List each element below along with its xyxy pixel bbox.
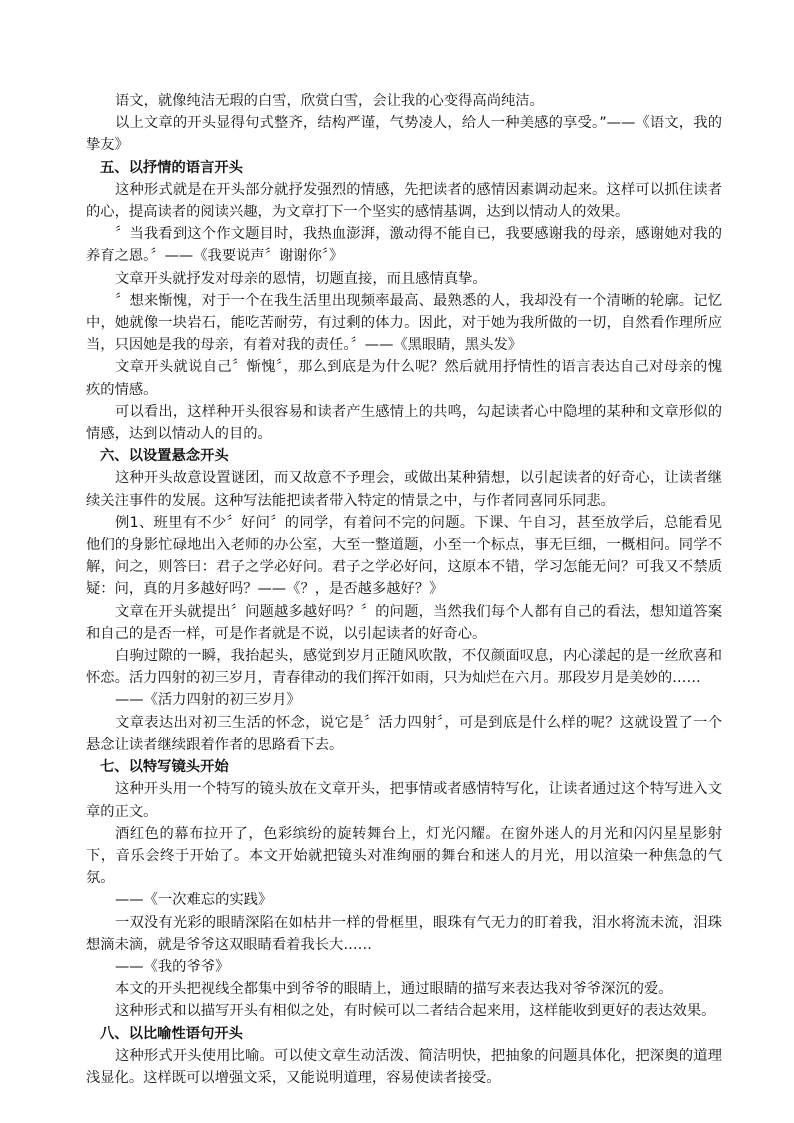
paragraph: 文章在开头就提出〞问题越多越好吗？〞的问题，当然我们每个人都有自己的看法，想知道答案和自己的是否一样，可是作者就是不说，以引起读者的好奇心。 <box>86 603 722 642</box>
paragraph: 这种开头用一个特写的镜头放在文章开头，把事情或者感情特写化，让读者通过这个特写进入文章的正文。 <box>86 781 722 820</box>
section-heading: 六、以设置悬念开头 <box>100 448 229 465</box>
paragraph: 文章表达出对初三生活的怀念，说它是〞活力四射〞，可是到底是什么样的呢？这就设置了一个悬念让读者继续跟着作者的思路看下去。 <box>86 714 722 753</box>
paragraph: 这种形式开头使用比喻。可以使文章生动活泼、简洁明快，把抽象的问题具体化，把深奥的道理浅显化。这样既可以增强文采，又能说明道理，容易使读者接受。 <box>86 1047 722 1086</box>
paragraph: 这种形式和以描写开头有相似之处，有时候可以二者结合起来用，这样能收到更好的表达效果。 <box>115 1003 716 1020</box>
paragraph: 例1、班里有不少〞好问〞的同学，有着问不完的问题。下课、午自习，甚至放学后，总能看见他们的身影忙碌地出入老师的办公室，大至一整道题，小至一个标点，事无巨细，一概相问。同学不解，问之，则答曰：君子之学必好问。君子之学必好问，这原本不错，学习怎能无问？可我又不禁质疑：问，真的月多越好吗？——《？，是否越多越好？》 <box>86 514 722 598</box>
paragraph: 文章开头就抒发对母亲的恩情，切题直接，而且感情真挚。 <box>115 270 487 287</box>
paragraph: 本文的开头把视线全都集中到爷爷的眼睛上，通过眼睛的描写来表达我对爷爷深沉的爱。 <box>115 981 673 998</box>
paragraph: 〞想来惭愧，对于一个在我生活里出现频率最高、最熟悉的人，我却没有一个清晰的轮廓。记忆中，她就像一块岩石，能吃苦耐劳，有过剩的体力。因此，对于她为我所做的一切，自然看作理所应当，只因她是我的母亲，有着对我的责任。〞——《黑眼睛，黑头发》 <box>86 292 722 354</box>
paragraph: 一双没有光彩的眼睛深陷在如枯井一样的骨框里，眼珠有气无力的盯着我，泪水将流未流，泪珠想滴未滴，就是爷爷这双眼睛看着我长大…… <box>86 914 722 953</box>
paragraph: 语文，就像纯洁无瑕的白雪，欣赏白雪，会让我的心变得高尚纯洁。 <box>115 93 544 109</box>
paragraph: 〞当我看到这个作文题目时，我热血澎湃，激动得不能自已，我要感谢我的母亲，感谢她对我的养育之恩。〞——《我要说声〞谢谢你〞》 <box>86 226 722 265</box>
section-heading: 八、以比喻性语句开头 <box>100 1025 243 1042</box>
document-page <box>86 90 722 1089</box>
section-heading: 五、以抒情的语言开头 <box>100 159 243 176</box>
section-heading: 七、以特写镜头开始 <box>100 759 229 776</box>
source-line: ——《我的爷爷》 <box>115 958 230 975</box>
source-line: ——《活力四射的初三岁月》 <box>115 692 301 709</box>
paragraph: 以上文章的开头显得句式整齐，结构严谨，气势凌人，给人一种美感的享受。”——《语文，我的挚友》 <box>86 115 722 154</box>
paragraph: 这种形式就是在开头部分就抒发强烈的情感，先把读者的感情因素调动起来。这样可以抓住读者的心，提高读者的阅读兴趣，为文章打下一个坚实的感情基调，达到以情动人的效果。 <box>86 181 722 221</box>
paragraph: 文章开头就说自己〞惭愧〞，那么到底是为什么呢？然后就用抒情性的语言表达自己对母亲的愧疚的情感。 <box>86 359 722 398</box>
source-line: ——《一次难忘的实践》 <box>115 892 273 909</box>
paragraph: 酒红色的幕布拉开了，色彩缤纷的旋转舞台上，灯光闪耀。在窗外迷人的月光和闪闪星星影射下，音乐会终于开始了。本文开始就把镜头对准绚丽的舞台和迷人的月光，用以渲染一种焦急的气氛。 <box>86 825 722 887</box>
paragraph: 可以看出，这样种开头很容易和读者产生感情上的共鸣，勾起读者心中隐埋的某种和文章形似的情感，达到以情动人的目的。 <box>86 403 722 443</box>
paragraph: 这种开头故意设置谜团，而又故意不予理会，或做出某种猜想，以引起读者的好奇心，让读者继续关注事件的发展。这种写法能把读者带入特定的情景之中，与作者同喜同乐同悲。 <box>86 470 722 509</box>
paragraph: 白驹过隙的一瞬，我抬起头，感觉到岁月正随风吹散，不仅颜面叹息，内心漾起的是一丝欣喜和怀恋。活力四射的初三岁月，青春律动的我们挥汗如雨，只为灿烂在六月。那段岁月是美妙的…… <box>86 648 722 687</box>
